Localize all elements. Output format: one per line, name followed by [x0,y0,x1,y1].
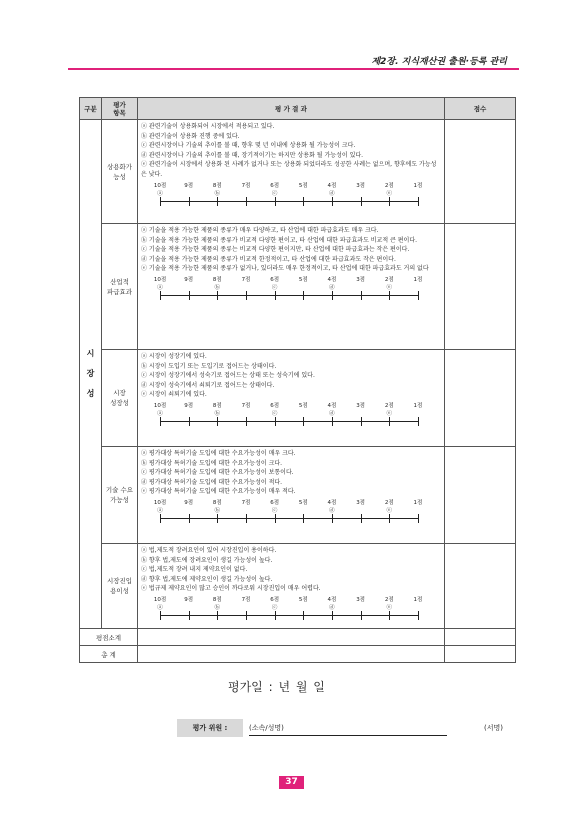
scale-sub-label [348,603,374,611]
scale-axis [160,518,418,519]
scale-tick[interactable] [275,291,276,300]
group-label [80,120,102,629]
scale-tick[interactable] [418,197,419,206]
scale-point-label: 3점 [356,499,365,506]
section-row [80,447,516,544]
score-cell[interactable] [445,224,516,350]
scale-sub-label [176,409,202,417]
scale-point-label: 5점 [298,276,308,283]
scale-sub-label [176,603,202,611]
scale-tick[interactable] [217,197,218,206]
scale-point-label: 4점 [327,402,337,409]
scale-point-label: 9점 [184,596,194,603]
score-cell[interactable] [445,447,516,544]
scale-sub-label [233,409,259,417]
scale-point-label: 7점 [241,182,251,189]
criteria-option: ⓔ 관련기술이 시장에서 상용화 된 사례가 없거나 또는 상용화 되었더라도 성공한 사례는 없으며, 향후에도 가능성은 낮다. [141,161,437,178]
scale-point-label: 5점 [298,596,308,603]
subtotal-label: 평점소계 [80,629,138,646]
scale-sub-label: ⓑ [214,410,221,417]
scale-tick[interactable] [361,197,362,206]
scale-point-label: 6점 [270,182,280,189]
scale-tick[interactable] [275,197,276,206]
criteria-option: ⓐ 시장이 성장기에 있다. [141,353,207,360]
item-label: 시장진입 용이성 [102,544,138,629]
scale-tick[interactable] [389,291,390,300]
scale-sub-label: ⓐ [157,410,163,417]
scale-sub-label: ⓐ [157,507,163,514]
scale-sub-label [176,189,202,197]
scale-point-label: 1점 [413,276,423,283]
scale-sub-label: ⓓ [329,284,335,291]
scale-sub-label: ⓑ [214,284,221,291]
scale-tick[interactable] [361,291,362,300]
header-group: 구분 [80,98,102,120]
scale-sub-label: ⓔ [386,507,392,514]
scale-point-label: 1점 [413,182,423,189]
scale-tick[interactable] [246,514,247,523]
scale-point-label: 4점 [327,499,337,506]
scale-tick[interactable] [275,514,276,523]
item-label: 산업적 파급효과 [102,224,138,350]
score-cell[interactable] [445,350,516,447]
section-row [80,120,516,224]
scale-tick[interactable] [217,514,218,523]
scale-sub-label [290,189,316,197]
scale-sub-label [290,283,316,291]
scale-point-label: 2점 [384,499,394,506]
scale-tick[interactable] [246,611,247,620]
total-value[interactable] [138,646,445,663]
scale-tick[interactable] [160,417,161,426]
scale-sub-label [348,506,374,514]
scale-sub-label: ⓓ [329,604,335,611]
criteria-option: ⓑ 관련기술이 상용화 진행 중에 있다. [141,132,240,140]
scale-tick[interactable] [389,197,390,206]
section-row [80,350,516,447]
criteria-option: ⓑ 시장이 도입기 또는 도입기로 접어드는 상태이다. [141,362,277,370]
scale-point-label: 1점 [413,596,423,603]
criteria-option: ⓔ 평가대상 특허기술 도입에 대한 수요가능성이 매우 적다. [141,488,296,496]
signature-underline [249,735,447,736]
scale-point-label: 3점 [356,182,365,189]
scale-sub-label [176,283,202,291]
score-scale[interactable] [141,595,441,625]
page-number: 37 [279,776,304,789]
scale-sub-label [233,283,259,291]
scale-point-label: 2점 [384,276,394,283]
subtotal-value[interactable] [138,629,445,646]
scale-tick[interactable] [418,514,419,523]
scale-sub-label: ⓔ [386,410,392,417]
subtotal-score[interactable] [445,629,516,646]
scale-sub-label [348,189,374,197]
scale-point-label: 2점 [384,182,394,189]
result-cell [138,120,445,224]
total-label: 총 계 [80,646,138,663]
scale-point-label: 8점 [212,182,222,189]
evaluation-date: 평가일 : 년 월 일 [228,680,325,694]
criteria-option: ⓐ 평가대상 특허기술 도입에 대한 수요가능성이 매우 크다. [141,450,296,457]
scale-point-label: 10점 [153,596,167,603]
scale-point-label: 7점 [241,402,251,409]
scale-tick[interactable] [332,417,333,426]
criteria-option: ⓒ 기술을 적용 가능한 제품의 종류는 비교적 다양한 편이지만, 타 산업에 대한 파급효과는 작은 편이다. [141,246,410,254]
scale-point-label: 7점 [241,499,251,506]
scale-tick[interactable] [418,291,419,300]
scale-sub-label [176,506,202,514]
scale-sub-label [405,409,431,417]
scale-tick[interactable] [332,291,333,300]
scale-sub-label [348,409,374,417]
header-result: 평 가 결 과 [138,98,445,120]
scale-tick[interactable] [160,611,161,620]
scale-sub-label: ⓒ [271,284,278,291]
scale-sub-label: ⓐ [157,190,163,197]
scale-tick[interactable] [217,611,218,620]
criteria-option: ⓔ 법규제 제약요인이 많고 승인이 까다로워 시장진입이 매우 어렵다. [141,585,321,593]
scale-point-label: 5점 [298,182,308,189]
scale-point-label: 3점 [356,276,365,283]
scale-tick[interactable] [418,417,419,426]
criteria-option: ⓓ 평가대상 특허기술 도입에 대한 수요가능성이 적다. [141,478,283,486]
affiliation-field[interactable]: (소속/성명) [249,724,284,732]
evaluator-signature-bar [177,719,447,737]
item-label: 시장 성장성 [102,350,138,447]
result-cell [138,350,445,447]
criteria-option: ⓔ 기술을 적용 가능한 제품의 종류가 없거나, 있더라도 매우 한정적이고, 타 산업에 대한 파급효과도 거의 없다 [141,265,429,273]
scale-tick[interactable] [389,514,390,523]
score-scale[interactable] [141,498,441,528]
scale-point-label: 7점 [241,596,251,603]
scale-tick[interactable] [361,611,362,620]
scale-tick[interactable] [361,514,362,523]
scale-sub-label: ⓓ [329,507,335,514]
criteria-option: ⓐ 관련기술이 상용화되어 시장에서 적용되고 있다. [141,123,275,130]
scale-tick[interactable] [160,291,161,300]
scale-point-label: 9점 [184,499,194,506]
criteria-option: ⓐ 법,제도적 장려요인이 있어 시장진입이 용이하다. [141,547,277,554]
score-scale[interactable] [141,401,441,431]
scale-point-label: 3점 [356,596,365,603]
scale-point-label: 10점 [153,402,167,409]
group-label-char: 장 [86,369,95,378]
criteria-option: ⓑ 평가대상 특허기술 도입에 대한 수요가능성이 크다. [141,459,283,467]
scale-sub-label [233,603,259,611]
scale-sub-label [233,506,259,514]
scale-tick[interactable] [217,291,218,300]
scale-tick[interactable] [189,417,190,426]
scale-tick[interactable] [217,417,218,426]
criteria-option: ⓓ 향후 법,제도에 제약요인이 생길 가능성이 높다. [141,575,273,583]
scale-tick[interactable] [160,197,161,206]
section-row [80,224,516,350]
score-scale[interactable] [141,275,441,305]
scale-axis [160,421,418,422]
score-cell[interactable] [445,544,516,629]
group-label-char: 성 [86,389,95,398]
scale-point-label: 3점 [356,402,365,409]
scale-sub-label: ⓒ [271,604,278,611]
evaluation-table [79,97,516,663]
scale-sub-label: ⓔ [386,604,392,611]
header-divider [68,68,519,70]
criteria-option: ⓑ 향후 법,제도에 장려요인이 생길 가능성이 높다. [141,556,273,564]
scale-sub-label: ⓔ [386,284,392,291]
signature-mark: (서명) [484,724,503,732]
scale-point-label: 1점 [413,499,423,506]
item-label: 기술 수요 가능성 [102,447,138,544]
scale-tick[interactable] [189,291,190,300]
scale-point-label: 8점 [212,499,222,506]
scale-sub-label: ⓐ [157,284,163,291]
scale-point-label: 10점 [153,276,167,283]
scale-sub-label [290,409,316,417]
score-scale[interactable] [141,181,441,211]
scale-point-label: 8점 [212,276,222,283]
scale-sub-label: ⓔ [386,190,392,197]
total-score[interactable] [445,646,516,663]
group-label-char: 시 [86,349,95,358]
scale-tick[interactable] [332,514,333,523]
scale-sub-label [290,603,316,611]
scale-sub-label: ⓒ [271,190,278,197]
scale-sub-label: ⓑ [214,190,221,197]
scale-point-label: 5점 [298,402,308,409]
scale-tick[interactable] [303,197,304,206]
scale-tick[interactable] [246,291,247,300]
scale-sub-label: ⓓ [329,190,335,197]
header-score: 점수 [445,98,516,120]
criteria-option: ⓒ 법,제도적 장려 내지 제약요인이 없다. [141,566,248,574]
scale-point-label: 10점 [153,499,167,506]
chapter-title: 제2장. 지식재산권 출원·등록 관리 [371,57,507,67]
total-row [80,646,516,663]
criteria-option: ⓑ 기술을 적용 가능한 제품의 종류가 비교적 다양한 편이고, 타 산업에 대한 파급효과도 비교적 큰 편이다. [141,236,418,244]
scale-point-label: 8점 [212,596,222,603]
scale-point-label: 6점 [270,596,280,603]
scale-tick[interactable] [389,611,390,620]
scale-tick[interactable] [303,417,304,426]
scale-tick[interactable] [189,611,190,620]
scale-point-label: 6점 [270,499,280,506]
scale-point-label: 4점 [327,182,337,189]
evaluator-label: 평가 위원 : [177,719,243,737]
table-header-row [80,98,516,120]
criteria-option: ⓓ 관련시장이나 기술의 추이를 볼 때, 장기적이기는 하지만 상용화 될 가능성이 있다. [141,151,364,159]
scale-point-label: 9점 [184,402,194,409]
scale-point-label: 9점 [184,182,194,189]
scale-tick[interactable] [189,514,190,523]
scale-sub-label: ⓒ [271,507,278,514]
scale-axis [160,295,418,296]
scale-tick[interactable] [418,611,419,620]
scale-tick[interactable] [303,611,304,620]
score-cell[interactable] [445,120,516,224]
result-cell [138,447,445,544]
criteria-option: ⓒ 평가대상 특허기술 도입에 대한 수요가능성이 보통이다. [141,469,294,477]
scale-sub-label [405,506,431,514]
scale-point-label: 4점 [327,596,337,603]
scale-point-label: 8점 [212,402,222,409]
scale-sub-label: ⓐ [157,604,163,611]
scale-tick[interactable] [160,514,161,523]
scale-point-label: 5점 [298,499,308,506]
scale-point-label: 6점 [270,276,280,283]
scale-sub-label [405,283,431,291]
scale-tick[interactable] [303,514,304,523]
scale-tick[interactable] [389,417,390,426]
scale-point-label: 2점 [384,596,394,603]
sections-body [80,120,516,629]
scale-sub-label [290,506,316,514]
scale-tick[interactable] [361,417,362,426]
scale-tick[interactable] [275,611,276,620]
criteria-option: ⓒ 시장이 성장기에서 성숙기로 접어드는 상태 또는 성숙기에 있다. [141,372,315,380]
scale-sub-label: ⓓ [329,410,335,417]
scale-sub-label [405,189,431,197]
scale-sub-label: ⓒ [271,410,278,417]
scale-point-label: 6점 [270,402,280,409]
scale-point-label: 9점 [184,276,194,283]
scale-point-label: 1점 [413,402,423,409]
scale-point-label: 4점 [327,276,337,283]
scale-sub-label [233,189,259,197]
scale-sub-label: ⓑ [214,604,221,611]
scale-tick[interactable] [189,197,190,206]
criteria-option: ⓐ 기술을 적용 가능한 제품의 종류가 매우 다양하고, 타 산업에 대한 파급효과도 매우 크다. [141,227,379,234]
scale-sub-label [348,283,374,291]
scale-point-label: 7점 [241,276,251,283]
result-cell [138,224,445,350]
scale-sub-label [405,603,431,611]
scale-axis [160,615,418,616]
scale-axis [160,201,418,202]
scale-tick[interactable] [332,197,333,206]
item-label: 상용화가 능성 [102,120,138,224]
scale-tick[interactable] [332,611,333,620]
scale-point-label: 2점 [384,402,394,409]
scale-tick[interactable] [246,417,247,426]
criteria-option: ⓓ 기술을 적용 가능한 제품의 종류가 비교적 한정적이고, 타 산업에 대한 파급효과도 작은 편이다. [141,255,396,263]
scale-tick[interactable] [246,197,247,206]
subtotal-row [80,629,516,646]
section-row [80,544,516,629]
scale-sub-label: ⓑ [214,507,221,514]
result-cell [138,544,445,629]
criteria-option: ⓔ 시장이 쇠퇴기에 있다. [141,391,207,399]
scale-tick[interactable] [275,417,276,426]
header-item: 평가 항목 [102,98,138,120]
criteria-option: ⓒ 관련시장이나 기술의 추이를 볼 때, 향후 몇 년 이내에 상용화 될 가능성이 크다. [141,142,356,150]
criteria-option: ⓓ 시장이 성숙기에서 쇠퇴기로 접어드는 상태이다. [141,381,275,389]
scale-tick[interactable] [303,291,304,300]
scale-point-label: 10점 [153,182,167,189]
